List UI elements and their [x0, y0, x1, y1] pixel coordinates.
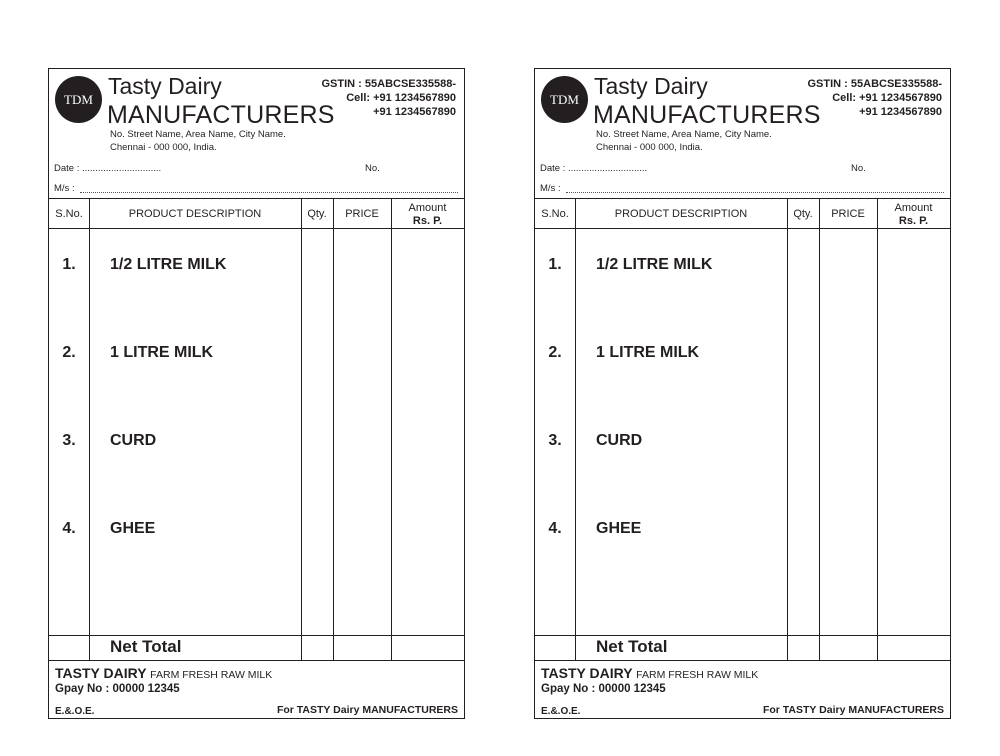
header-qty: Qty. [307, 208, 327, 220]
row-2-sno: 2. [548, 344, 562, 361]
eoe-note: E.&.O.E. [541, 706, 581, 717]
gstin: GSTIN : 55ABCSE335588- [807, 78, 942, 90]
row-2-description: 1 LITRE MILK [110, 344, 214, 361]
row-1-sno: 1. [548, 256, 562, 273]
header-description: PRODUCT DESCRIPTION [614, 208, 748, 220]
header-sno: S.No. [55, 208, 83, 220]
column-divider-qty [333, 198, 334, 660]
row-2-description: 1 LITRE MILK [596, 344, 700, 361]
header-bottom-rule [49, 228, 464, 229]
column-divider-description [301, 198, 302, 660]
bill-copy-left [48, 68, 465, 719]
company-name: Tasty Dairy [108, 73, 222, 99]
company-address-line2: Chennai - 000 000, India. [110, 142, 217, 153]
header-top-rule [535, 198, 950, 199]
header-top-rule [49, 198, 464, 199]
row-3-sno: 3. [62, 432, 76, 449]
column-divider-price [391, 198, 392, 660]
net-total-rule [535, 635, 950, 636]
footer-rule [49, 660, 464, 661]
footer-rule [535, 660, 950, 661]
row-2-sno: 2. [62, 344, 76, 361]
cell-number-1: Cell: +91 1234567890 [832, 92, 942, 104]
signature-line: For TASTY Dairy MANUFACTURERS [762, 704, 944, 716]
header-amount: Amount [408, 202, 447, 214]
bill-number-label: No. [365, 163, 380, 174]
gpay-number: Gpay No : 00000 12345 [55, 683, 180, 695]
row-4-description: GHEE [596, 520, 642, 537]
column-divider-sno [89, 198, 90, 660]
footer-brand-line [55, 665, 272, 683]
customer-dotted-line [80, 192, 458, 193]
cell-number-1: Cell: +91 1234567890 [346, 92, 456, 104]
header-bottom-rule [535, 228, 950, 229]
header-amount-subcolumns: Rs. P. [412, 215, 443, 227]
header-sno: S.No. [541, 208, 569, 220]
date-field: Date : .............................. [54, 163, 162, 174]
column-divider-description [787, 198, 788, 660]
gstin: GSTIN : 55ABCSE335588- [321, 78, 456, 90]
header-description: PRODUCT DESCRIPTION [128, 208, 262, 220]
net-total-rule [49, 635, 464, 636]
row-3-sno: 3. [548, 432, 562, 449]
company-name-suffix: MANUFACTURERS [593, 101, 821, 129]
header-price: PRICE [831, 208, 865, 220]
bill-copy-right [534, 68, 951, 719]
row-1-description: 1/2 LITRE MILK [110, 256, 227, 273]
row-1-sno: 1. [62, 256, 76, 273]
header-price: PRICE [345, 208, 379, 220]
cell-number-2: +91 1234567890 [373, 106, 456, 118]
row-3-description: CURD [596, 432, 643, 449]
row-1-description: 1/2 LITRE MILK [596, 256, 713, 273]
signature-line: For TASTY Dairy MANUFACTURERS [276, 704, 458, 716]
column-divider-price [877, 198, 878, 660]
cell-number-2: +91 1234567890 [859, 106, 942, 118]
row-4-description: GHEE [110, 520, 156, 537]
footer-brand: TASTY DAIRY [55, 665, 147, 681]
company-name-suffix: MANUFACTURERS [107, 101, 335, 129]
row-4-sno: 4. [62, 520, 76, 537]
company-address-line1: No. Street Name, Area Name, City Name. [110, 129, 286, 140]
customer-label: M/s : [540, 183, 561, 194]
company-address-line2: Chennai - 000 000, India. [596, 142, 703, 153]
row-4-sno: 4. [548, 520, 562, 537]
net-total-label: Net Total [596, 637, 668, 656]
footer-brand: TASTY DAIRY [541, 665, 633, 681]
footer-brand-line [541, 665, 758, 683]
eoe-note: E.&.O.E. [55, 706, 95, 717]
header-qty: Qty. [793, 208, 813, 220]
header-amount: Amount [894, 202, 933, 214]
column-divider-qty [819, 198, 820, 660]
footer-tagline: FARM FRESH RAW MILK [636, 669, 759, 681]
company-logo: TDM [541, 76, 588, 123]
customer-dotted-line [566, 192, 944, 193]
date-field: Date : .............................. [540, 163, 648, 174]
gpay-number: Gpay No : 00000 12345 [541, 683, 666, 695]
net-total-label: Net Total [110, 637, 182, 656]
customer-label: M/s : [54, 183, 75, 194]
company-name: Tasty Dairy [594, 73, 708, 99]
bill-number-label: No. [851, 163, 866, 174]
company-address-line1: No. Street Name, Area Name, City Name. [596, 129, 772, 140]
row-3-description: CURD [110, 432, 157, 449]
company-logo: TDM [55, 76, 102, 123]
header-amount-subcolumns: Rs. P. [898, 215, 929, 227]
column-divider-sno [575, 198, 576, 660]
footer-tagline: FARM FRESH RAW MILK [150, 669, 273, 681]
